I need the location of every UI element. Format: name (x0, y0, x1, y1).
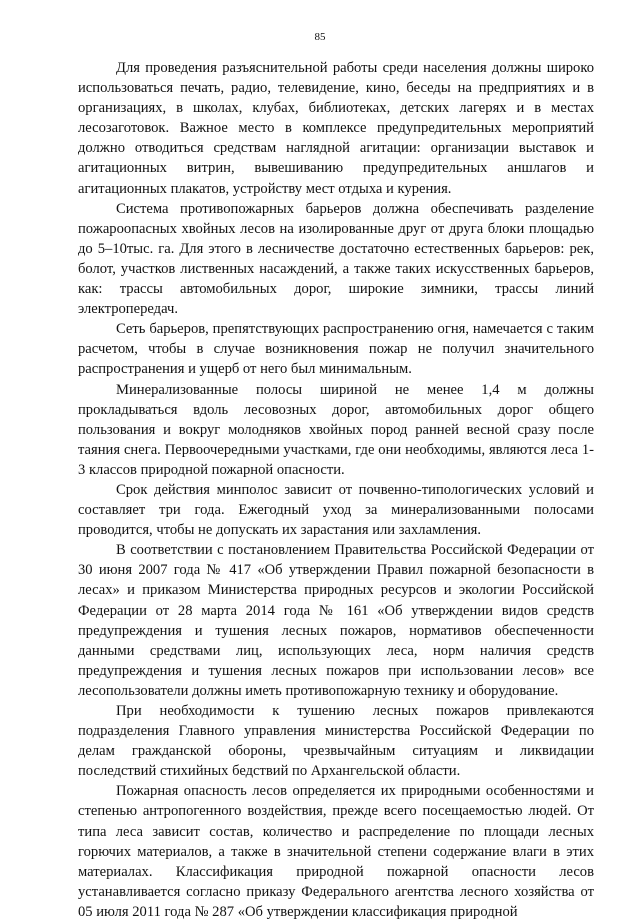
paragraph-strip-maintenance: Срок действия минполос зависит от почвенно-типологических условий и составляет три года. Ежегодный уход за минерализованными полосами проводится, чтобы не допускать их зарастания или захламления. (78, 481, 594, 539)
paragraph-mineralized-strips: Минерализованные полосы шириной не менее 1,4 м должны прокладываться вдоль лесовозных дорог, автомобильных дорог общего пользования и вокруг молодняков хвойных пород ранней весной сразу после таяния снега. Первоочередными участками, где они необходимы, являются леса 1-3 классов природной пожарной опасности. (78, 381, 594, 478)
paragraph-barrier-network: Сеть барьеров, препятствующих распространению огня, намечается с таким расчетом, чтобы в случае возникновения пожар не получил значительного распространения и ущерб от него был минимальным. (78, 321, 594, 378)
paragraph-fire-barriers: Система противопожарных барьеров должна обеспечивать разделение пожароопасных хвойных лесов на изолированные друг от друга блоки площадью до 5–10тыс. га. Для этого в лесничестве достаточно естественных барьеров: рек, болот, участков лиственных насаждений, а также таких искусственных барьеров, как: трассы автомобильных дорог, широкие зимники, трассы линий электропередач. (78, 200, 594, 318)
page-number: 85 (314, 31, 326, 43)
paragraph-agitation: Для проведения разъяснительной работы среди населения должны широко использоваться печать, радио, телевидение, кино, беседы на предприятиях и в организациях, в школах, клубах, библиотеках, детских лагерях и в местах лесозаготовок. Важное место в комплексе предупредительных мероприятий должно отводиться средствам наглядной агитации: организации выставок и агитационных витрин, вывешиванию предупредительных аншлагов и агитационных плакатов, устройству мест отдыха и курения. (78, 60, 594, 197)
paragraph-regulations: В соответствии с постановлением Правительства Российской Федерации от 30 июня 2007 года № 417 «Об утверждении Правил пожарной безопасности в лесах» и приказом Министерства природных ресурсов и экологии Российской Федерации от 28 марта 2014 года № 161 «Об утверждении видов средств предупреждения и тушения лесных пожаров, нормативов обеспеченности данными средствами лиц, использующих леса, норм наличия средств предупреждения и тушения лесных пожаров при использовании лесов» все лесопользователи должны иметь противопожарную технику и оборудование. (78, 542, 594, 699)
paragraph-fire-hazard-classification: Пожарная опасность лесов определяется их природными особенностями и степенью антропогенного воздействия, прежде всего посещаемостью людей. От типа леса зависит состав, количество и распределение по площади лесных горючих материалов, а также в значительной степени содержание влаги в этих материалах. Классификация природной пожарной опасности лесов устанавливается согласно приказу Федерального агентства лесного хозяйства от 05 июля 2011 года № 287 «Об утверждении классификация природной (78, 783, 594, 920)
body-text (78, 58, 594, 922)
paragraph-emergency-services: При необходимости к тушению лесных пожаров привлекаются подразделения Главного управления министерства Российской Федерации по делам гражданской обороны, чрезвычайным ситуациям и ликвидации последствий стихийных бедствий по Архангельской области. (78, 703, 594, 780)
